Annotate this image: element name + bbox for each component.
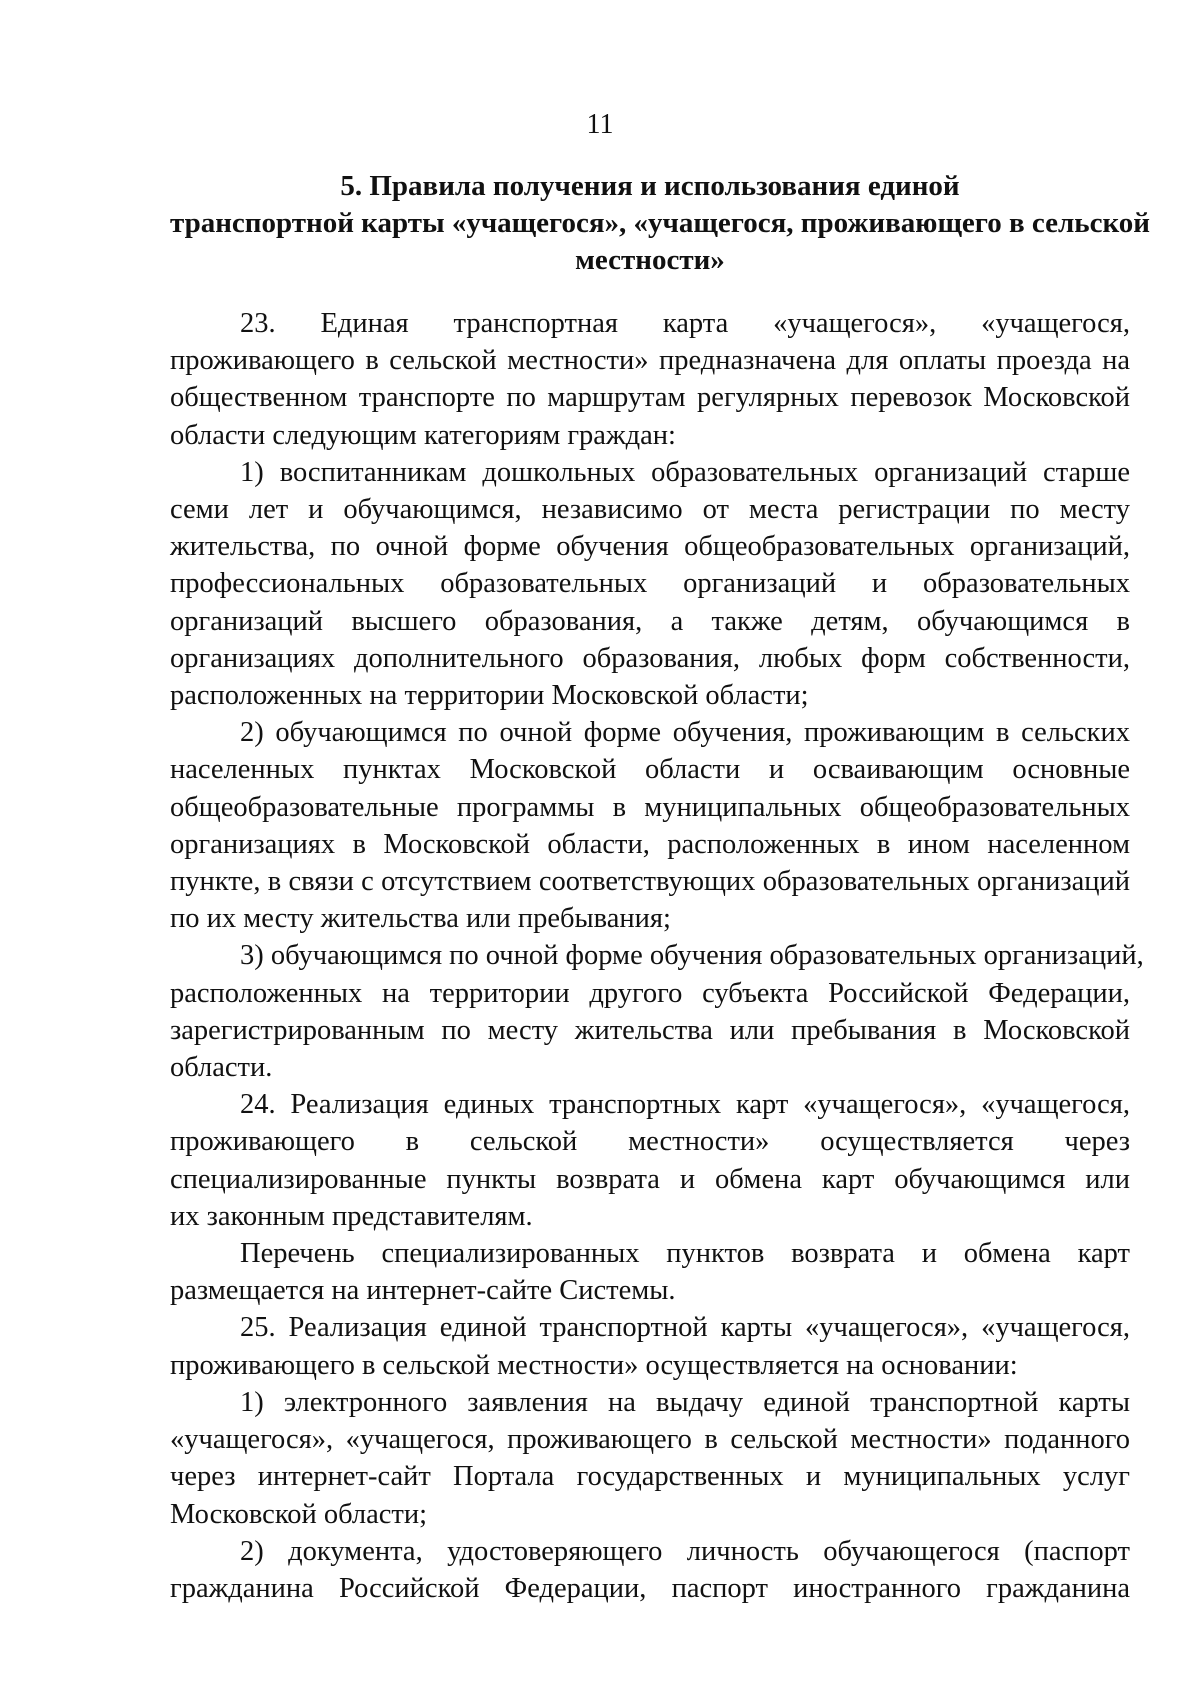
paragraph-line: общественном транспорте по маршрутам регулярных перевозок Московской xyxy=(170,382,1130,414)
paragraph-line: 24. Реализация единых транспортных карт «учащегося», «учащегося, xyxy=(240,1089,1130,1121)
paragraph-line: организаций высшего образования, а также детям, обучающимся в xyxy=(170,605,1130,637)
paragraph-line: через интернет-сайт Портала государственных и муниципальных услуг xyxy=(170,1461,1130,1493)
paragraph-line: 3) обучающимся по очной форме обучения образовательных организаций, xyxy=(240,940,1144,972)
paragraph-line: проживающего в сельской местности» осуществляется на основании: xyxy=(170,1349,1018,1381)
paragraph-line: расположенных на территории Московской области; xyxy=(170,680,809,712)
paragraph-line: жительства, по очной форме обучения общеобразовательных организаций, xyxy=(170,531,1130,563)
paragraph-line: организациях в Московской области, расположенных в ином населенном xyxy=(170,828,1130,860)
paragraph-line: проживающего в сельской местности» предназначена для оплаты проезда на xyxy=(170,345,1130,377)
section-heading-line-2: транспортной карты «учащегося», «учащегося, проживающего в сельской xyxy=(170,207,1151,239)
paragraph-line: зарегистрированным по месту жительства или пребывания в Московской xyxy=(170,1014,1130,1046)
section-heading-line-3: местности» xyxy=(575,244,725,276)
paragraph-line: специализированные пункты возврата и обмена карт обучающимся или xyxy=(170,1163,1130,1195)
paragraph xyxy=(170,1235,1130,1309)
paragraph xyxy=(170,714,1130,937)
paragraph-line: «учащегося», «учащегося, проживающего в сельской местности» поданного xyxy=(170,1424,1130,1456)
paragraph xyxy=(170,1086,1130,1235)
paragraph-line: профессиональных образовательных организаций и образовательных xyxy=(170,568,1130,600)
paragraph xyxy=(170,937,1144,1086)
paragraph-line: 23. Единая транспортная карта «учащегося», «учащегося, xyxy=(240,308,1130,339)
paragraph-line: области следующим категориям граждан: xyxy=(170,419,676,451)
paragraph-line: гражданина Российской Федерации, паспорт иностранного гражданина xyxy=(170,1572,1130,1604)
paragraph-line: 1) электронного заявления на выдачу единой транспортной карты xyxy=(240,1386,1130,1418)
paragraph-line: общеобразовательные программы в муниципальных общеобразовательных xyxy=(170,791,1130,823)
paragraph-line: семи лет и обучающимся, независимо от места регистрации по месту xyxy=(170,494,1130,526)
paragraph xyxy=(170,1384,1130,1533)
paragraph-line: 1) воспитанникам дошкольных образовательных организаций старше xyxy=(240,456,1130,488)
paragraph-line: проживающего в сельской местности» осуществляется через xyxy=(170,1126,1130,1158)
paragraph-line: пункте, в связи с отсутствием соответствующих образовательных организаций xyxy=(170,866,1130,898)
paragraph-line: 2) документа, удостоверяющего личность обучающегося (паспорт xyxy=(240,1535,1130,1567)
paragraph-line: расположенных на территории другого субъекта Российской Федерации, xyxy=(170,977,1130,1009)
paragraph-line: их законным представителям. xyxy=(170,1200,533,1232)
paragraph-line: 2) обучающимся по очной форме обучения, проживающим в сельских xyxy=(240,717,1130,749)
paragraph-line: области. xyxy=(170,1052,273,1084)
paragraph-line: Московской области; xyxy=(170,1498,428,1530)
paragraph xyxy=(170,454,1130,714)
paragraph xyxy=(170,305,1130,454)
document-body xyxy=(170,305,1144,1607)
section-heading-line-1: 5. Правила получения и использования единой xyxy=(340,170,960,202)
page-number: 11 xyxy=(586,109,614,140)
paragraph-line: 25. Реализация единой транспортной карты «учащегося», «учащегося, xyxy=(240,1312,1130,1344)
paragraph-line: организациях дополнительного образования, любых форм собственности, xyxy=(170,642,1130,674)
section-heading xyxy=(170,168,1151,279)
paragraph-line: населенных пунктах Московской области и осваивающим основные xyxy=(170,754,1130,786)
paragraph-line: по их месту жительства или пребывания; xyxy=(170,903,671,935)
paragraph-line: размещается на интернет-сайте Системы. xyxy=(170,1275,676,1307)
paragraph xyxy=(170,1309,1130,1383)
paragraph xyxy=(170,1533,1130,1607)
paragraph-line: Перечень специализированных пунктов возврата и обмена карт xyxy=(240,1238,1130,1270)
